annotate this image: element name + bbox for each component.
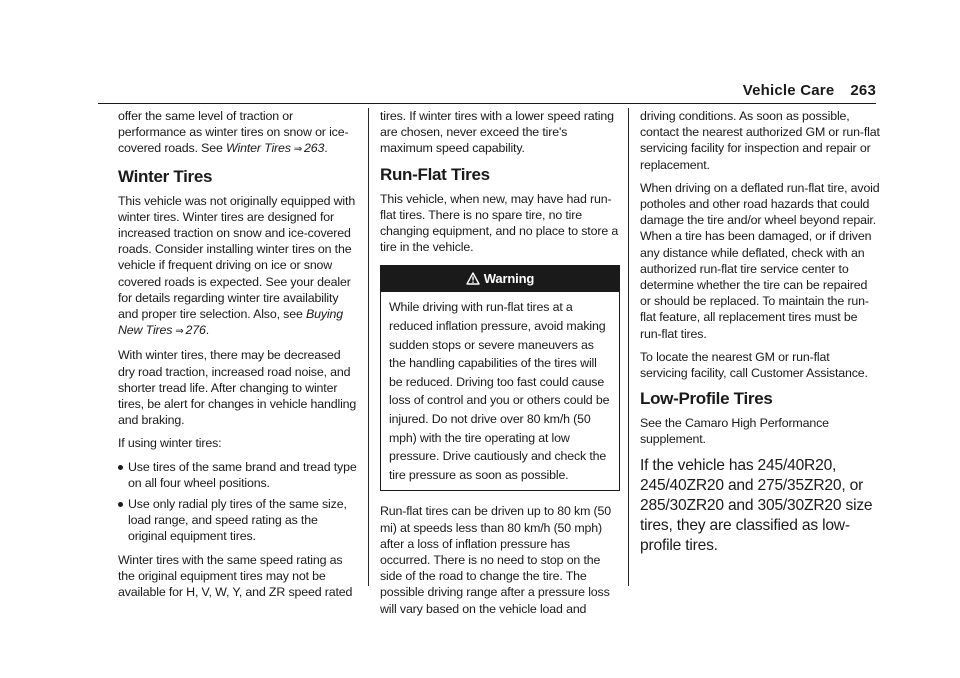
paragraph: To locate the nearest GM or run-flat servicing facility, call Customer Assistance. [640, 349, 868, 381]
page-number: 263 [850, 82, 876, 99]
section-title: Vehicle Care [742, 82, 835, 99]
paragraph: Run-flat tires can be driven up to 80 km (50 mi) at speeds less than 80 km/h (50 mph) after a loss of inflation pressure has occurred. There is no need to stop on the side of the road to change the tire. The possible driving range after a pressure loss will vary based on the vehicle load and [380, 504, 612, 616]
buying-new-tires-link[interactable]: Buying New Tires [118, 307, 343, 338]
warning-title: Warning [483, 271, 535, 287]
punct: . [324, 141, 328, 156]
low-profile-size-paragraph: If the vehicle has 245/40R20, 245/40ZR20 and 275/35ZR20, or 285/30ZR20 and 305/30ZR20 size tires, they are classified as low-profile tires. [640, 456, 873, 554]
intro-paragraph [118, 108, 358, 159]
buying-new-tires-page-ref[interactable]: 276 [185, 323, 206, 338]
running-header [743, 82, 876, 99]
intro-text: offer the same level of traction or performance as winter tires on snow or ice-covered roads. See [118, 109, 349, 156]
punct: . [205, 323, 210, 338]
column-left [118, 108, 358, 607]
bullet-icon [118, 465, 123, 470]
winter-tire-bullet-list [118, 459, 358, 545]
paragraph: Winter tires with the same speed rating as the original equipment tires may not be available for H, V, W, Y, and ZR speed rated [118, 552, 353, 600]
page-ref-icon: ⇒ [293, 144, 303, 156]
winter-tires-link[interactable]: Winter Tires [226, 141, 291, 156]
list-item-text: Use only radial ply tires of the same size, load range, and speed rating as the original equipment tires. [128, 497, 347, 544]
warning-triangle-icon [466, 268, 480, 294]
list-item [118, 496, 358, 545]
paragraph: See the Camaro High Performance supplement. [640, 416, 829, 447]
warning-header [381, 266, 619, 292]
winter-tires-page-ref[interactable]: 263 [304, 141, 325, 156]
column-middle [380, 108, 620, 624]
paragraph: When driving on a deflated run-flat tire, avoid potholes and other road hazards that could damage the tire and/or wheel beyond repair. When a tire has been damaged, or if driven any distance while deflated, check with an authorized run-flat tire service center to determine whether the tire can be repaired or should be replaced. To maintain the run-flat feature, all replacement tires must be run-flat tires. [640, 180, 880, 341]
paragraph: This vehicle, when new, may have had run-flat tires. There is no spare tire, no tire changing equipment, and no place to store a tire in the vehicle. [380, 191, 619, 255]
paragraph: driving conditions. As soon as possible, contact the nearest authorized GM or run-flat servicing facility for inspection and repair or replacement. [640, 109, 880, 172]
paragraph: tires. If winter tires with a lower speed rating are chosen, never exceed the tire's maximum speed capability. [380, 109, 614, 156]
paragraph: If using winter tires: [118, 436, 222, 451]
column-divider [628, 108, 629, 586]
list-item-text: Use tires of the same brand and tread type on all four wheel positions. [128, 459, 357, 490]
warning-box [380, 265, 620, 491]
run-flat-tires-heading: Run-Flat Tires [380, 164, 490, 184]
list-item [118, 459, 358, 491]
bullet-icon [118, 502, 123, 507]
paragraph-text: This vehicle was not originally equipped with winter tires. Winter tires are designed for increased traction on snow and ice-covered roads. Consider installing winter tires on the vehicle if frequent driving on ice or snow covered roads is expected. See your dealer for details regarding winter tire availability and proper tire selection. Also, see [118, 193, 356, 322]
winter-tires-paragraph [118, 193, 358, 341]
winter-tires-heading: Winter Tires [118, 166, 213, 186]
column-divider [368, 108, 369, 586]
warning-body: While driving with run-flat tires at a reduced inflation pressure, avoid making sudden stops or severe maneuvers as the handling capabilities of the tires will be reduced. Driving too fast could cause loss of control and you or others could be injured. Do not drive over 80 km/h (50 mph) with the tire operating at low pressure. Drive cautiously and check the tire pressure as soon as possible. [389, 300, 610, 482]
header-rule [98, 103, 876, 104]
column-right [640, 108, 880, 563]
low-profile-tires-heading: Low-Profile Tires [640, 389, 773, 409]
paragraph: With winter tires, there may be decreased dry road traction, increased road noise, and shorter tread life. After changing to winter tires, be alert for changes in vehicle handling and braking. [118, 348, 357, 428]
page-ref-icon: ⇒ [175, 326, 184, 338]
